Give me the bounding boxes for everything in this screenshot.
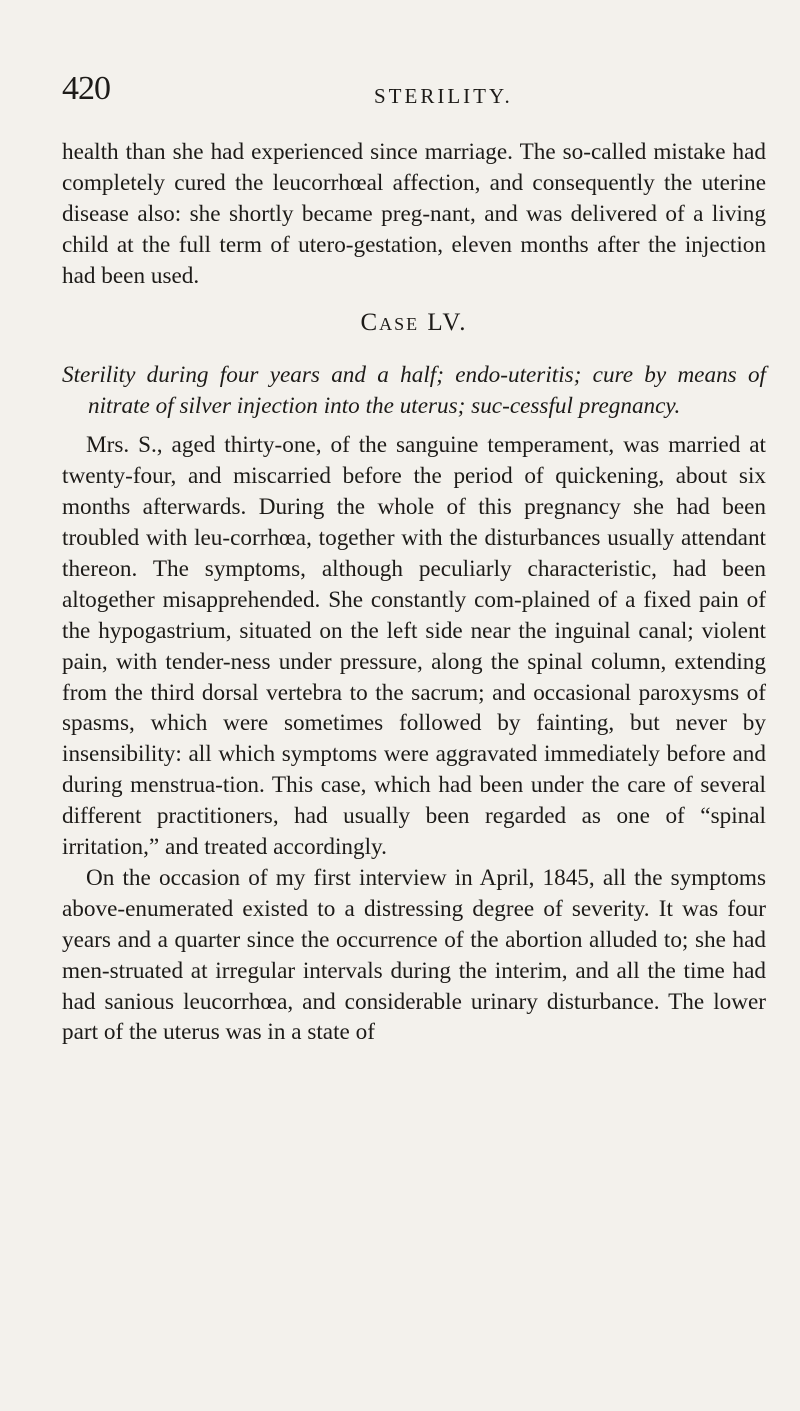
- running-title: STERILITY.: [374, 84, 513, 108]
- page-number: 420: [62, 70, 110, 107]
- body-text: [62, 137, 766, 1048]
- case-summary: Sterility during four years and a half; endo-uteritis; cure by means of nitrate of silver injection into the uterus; suc-cessful pregnancy.: [62, 362, 766, 420]
- paragraph: On the occasion of my first interview in April, 1845, all the symptoms above-enumerated existed to a distressing degree of severity. It was four years and a quarter since the occurrence of the abortion alluded to; she had men-struated at irregular intervals during the interim, and all the time had had sanious leucorrhœa, and considerable urinary disturbance. The lower part of the uterus was in a state of: [62, 864, 766, 1046]
- page-header: [0, 70, 800, 110]
- case-heading: Case LV.: [360, 308, 468, 336]
- opening-paragraph: health than she had experienced since marriage. The so-called mistake had completely cured the leucorrhœal affection, and consequently the uterine disease also: she shortly became preg-nant, and was delivered of a living child at the full term of utero-gestation, eleven months after the injection had been used.: [62, 139, 766, 289]
- paragraph: Mrs. S., aged thirty-one, of the sanguine temperament, was married at twenty-four, and miscarried before the period of quickening, about six months afterwards. During the whole of this pregnancy she had been troubled with leu-corrhœa, together with the disturbances usually attendant thereon. The symptoms, although peculiarly characteristic, had been altogether misapprehended. She constantly com-plained of a fixed pain of the hypogastrium, situated on the left side near the inguinal canal; violent pain, with tender-ness under pressure, along the spinal column, extending from the third dorsal vertebra to the sacrum; and occasional paroxysms of spasms, which were sometimes followed by fainting, but never by insensibility: all which symptoms were aggravated immediately before and during menstrua-tion. This case, which had been under the care of several different practitioners, had usually been regarded as one of “spinal irritation,” and treated accordingly.: [62, 432, 766, 861]
